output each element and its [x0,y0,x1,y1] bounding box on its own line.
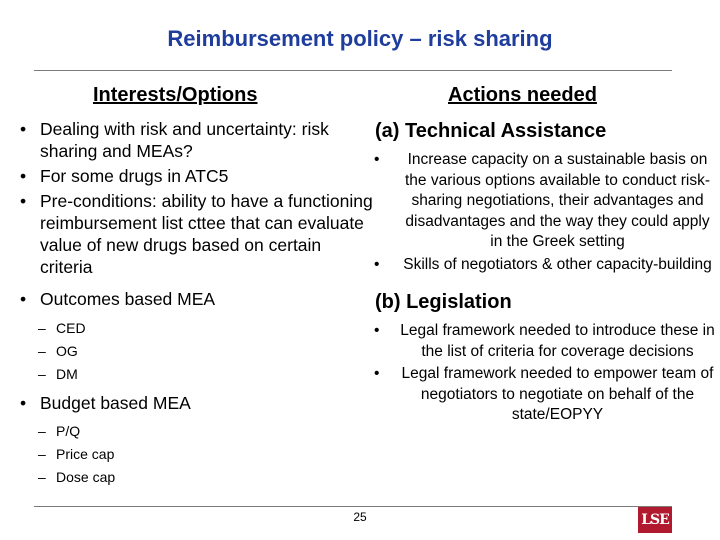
lse-logo: LSE [638,507,672,533]
sub-list-item: – Dose cap [18,466,373,489]
list-item: • Increase capacity on a sustainable basis on the various options available to conduct risk-sharing negotiations, their advantages and disadvantages and the way they could apply in the Greek setting [370,150,715,253]
actions-needed-column [370,118,715,426]
list-item: • Legal framework needed to introduce these in the list of criteria for coverage decisions [370,321,715,362]
list-item: • Skills of negotiators & other capacity-building [370,255,715,276]
slide-title: Reimbursement policy – risk sharing [167,26,553,51]
list-item: • Legal framework needed to empower team of negotiators to negotiate on behalf of the state/EOPYY [370,364,715,426]
list-item: • Outcomes based MEA [18,288,373,310]
sub-list-item: – CED [18,317,373,340]
sub-list-item: – P/Q [18,420,373,443]
bottom-divider [34,506,672,507]
list-item: • Pre-conditions: ability to have a functioning reimbursement list cttee that can evaluate value of new drugs based on certain criteria [18,190,373,278]
top-divider [34,70,672,71]
left-column-heading: Interests/Options [93,84,258,106]
list-item: • Dealing with risk and uncertainty: risk sharing and MEAs? [18,118,373,162]
list-item: • Budget based MEA [18,392,373,414]
sub-list-item: – DM [18,363,373,386]
page-number: 25 [353,510,367,524]
list-item: • For some drugs in ATC5 [18,165,373,187]
sub-list-item: – Price cap [18,443,373,466]
section-a-title: (a) Technical Assistance [375,120,607,142]
section-b-title: (b) Legislation [375,291,512,313]
interests-options-column [18,118,373,489]
sub-list-item: – OG [18,340,373,363]
right-column-heading: Actions needed [448,84,597,106]
